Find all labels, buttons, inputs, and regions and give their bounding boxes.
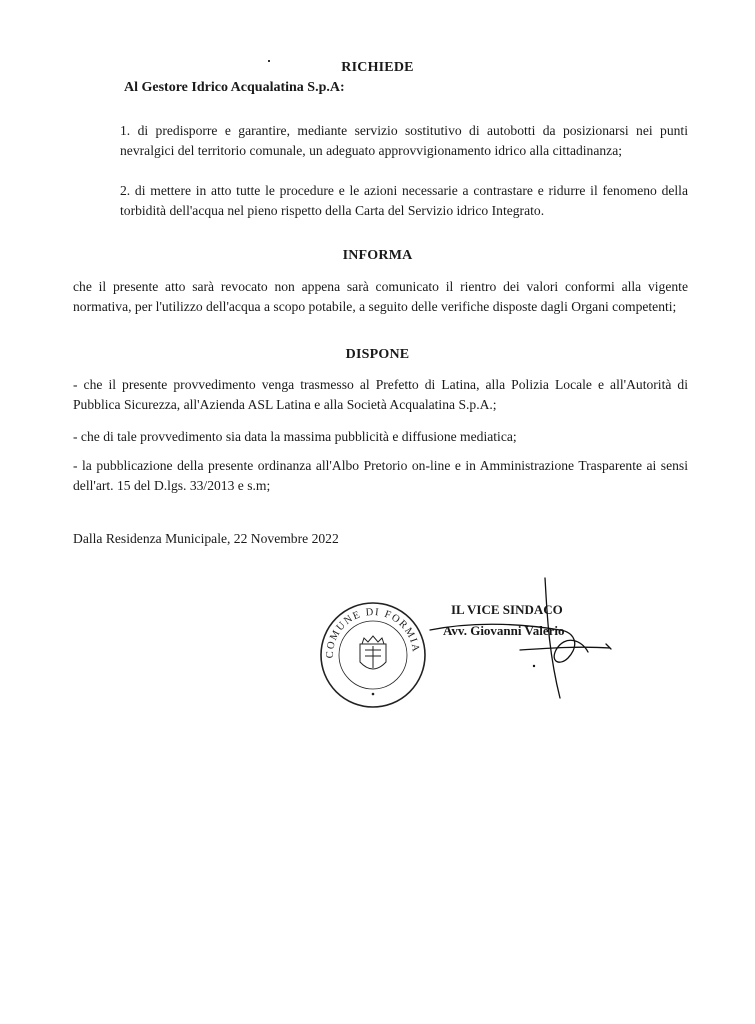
recipient-line: Al Gestore Idrico Acqualatina S.p.A: (124, 80, 345, 95)
dispone-item-2: - che di tale provvedimento sia data la massima pubblicità e diffusione mediatica; (73, 429, 517, 444)
handwritten-signature (410, 570, 630, 710)
signature-role: IL VICE SINDACO (451, 602, 563, 617)
informa-text: che il presente atto sarà revocato non appena sarà comunicato il rientro dei valori conformi alla vigente normativa, per l'utilizzo dell'acqua a scopo potabile, a seguito delle verifiche disposte dagli Organi competenti; (73, 279, 688, 314)
svg-text:COMUNE DI FORMIA: COMUNE DI FORMIA (324, 606, 422, 659)
richiede-heading: RICHIEDE (341, 60, 414, 75)
signature-name: Avv. Giovanni Valerio (443, 623, 565, 638)
richiede-item-2: 2. di mettere in atto tutte le procedure e le azioni necessarie a contrastare e ridurre il fenomeno della torbidità dell'acqua nel pieno rispetto della Carta del Servizio idrico Integrato. (120, 183, 688, 218)
date-line: Dalla Residenza Municipale, 22 Novembre 2022 (73, 531, 339, 546)
richiede-item-1: 1. di predisporre e garantire, mediante servizio sostitutivo di autobotti da posizionarsi nei punti nevralgici del territorio comunale, un adeguato approvvigionamento idrico alla cittadinanza; (120, 123, 688, 158)
dispone-item-1: - che il presente provvedimento venga trasmesso al Prefetto di Latina, alla Polizia Locale e all'Autorità di Pubblica Sicurezza, all'Azienda ASL Latina e alla Società Acqualatina S.p.A.; (73, 377, 688, 412)
dispone-heading: DISPONE (345, 347, 410, 362)
dispone-item-3: - la pubblicazione della presente ordinanza all'Albo Pretorio on-line e in Amministrazione Trasparente ai sensi dell'art. 15 del D.lgs. 33/2013 e s.m; (73, 458, 688, 493)
informa-heading: INFORMA (342, 248, 413, 263)
